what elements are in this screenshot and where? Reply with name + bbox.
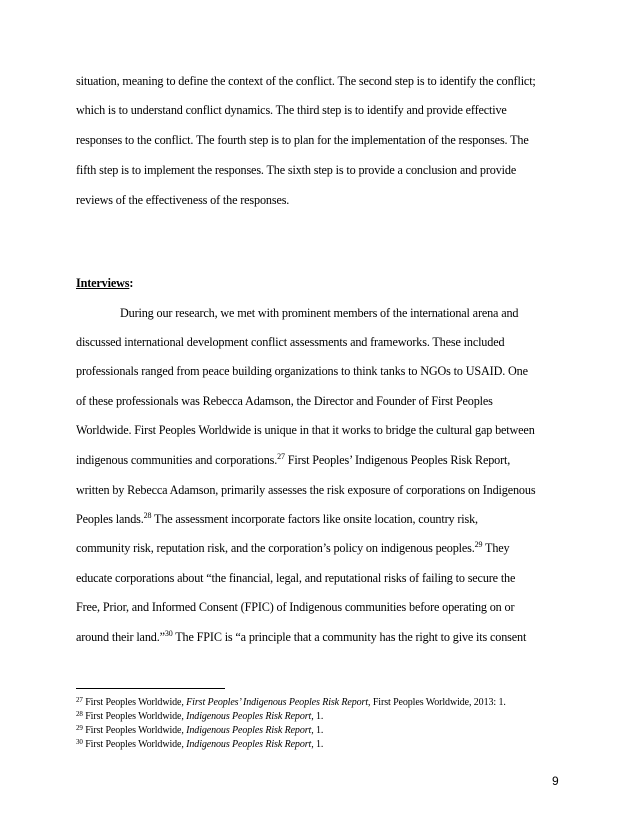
- body-line: Free, Prior, and Informed Consent (FPIC) of Indigenous communities before operating on or: [76, 600, 515, 614]
- footnote-title: Indigenous Peoples Risk Report: [186, 725, 312, 736]
- body-text: The assessment incorporate factors like onsite location, country risk,: [151, 512, 478, 526]
- footnote: [76, 739, 576, 751]
- body-text: Peoples lands.: [76, 512, 144, 526]
- footnote: [76, 711, 576, 723]
- section-heading: [76, 276, 566, 290]
- body-line: educate corporations about “the financial, legal, and reputational risks of failing to secure the: [76, 571, 516, 585]
- page-number: 9: [552, 774, 559, 788]
- footnote-text: , 1.: [311, 739, 324, 750]
- footnote-separator: [76, 688, 225, 689]
- body-text: community risk, reputation risk, and the corporation’s policy on indigenous peoples.: [76, 541, 475, 555]
- footnote: [76, 697, 576, 709]
- body-line: [76, 512, 566, 526]
- footnote-text: , 1.: [311, 725, 324, 736]
- footnote-number: 27: [76, 696, 83, 704]
- body-text: The FPIC is “a principle that a community has the right to give its consent: [172, 630, 527, 644]
- body-line: which is to understand conflict dynamics. The third step is to identify and provide effective: [76, 103, 507, 117]
- footnote-number: 30: [76, 738, 83, 746]
- footnote-text: First Peoples Worldwide,: [82, 697, 187, 708]
- body-line: situation, meaning to define the context of the conflict. The second step is to identify the conflict;: [76, 74, 536, 88]
- footnote-text: First Peoples Worldwide,: [82, 711, 187, 722]
- body-line: professionals ranged from peace building organizations to think tanks to NGOs to USAID. One: [76, 364, 528, 378]
- body-line: [76, 541, 566, 555]
- footnote-ref[interactable]: 29: [474, 540, 483, 549]
- footnote-ref[interactable]: 30: [164, 629, 173, 638]
- section-heading-text: Interviews: [76, 276, 130, 290]
- footnote-ref[interactable]: 27: [277, 452, 285, 461]
- footnote-number: 29: [76, 724, 83, 732]
- body-line: written by Rebecca Adamson, primarily assesses the risk exposure of corporations on Indigenous: [76, 483, 536, 497]
- body-line: During our research, we met with prominent members of the international arena and: [120, 306, 519, 320]
- footnote-text: , First Peoples Worldwide, 2013: 1.: [368, 697, 506, 708]
- footnote-ref[interactable]: 28: [143, 511, 152, 520]
- body-line: discussed international development conflict assessments and frameworks. These included: [76, 335, 505, 349]
- body-line: reviews of the effectiveness of the responses.: [76, 193, 290, 207]
- body-line: of these professionals was Rebecca Adamson, the Director and Founder of First Peoples: [76, 394, 493, 408]
- body-line: Worldwide. First Peoples Worldwide is unique in that it works to bridge the cultural gap between: [76, 423, 535, 437]
- footnote-number: 28: [76, 710, 83, 718]
- body-text: They: [482, 541, 510, 555]
- body-line: [76, 453, 566, 467]
- footnote-text: , 1.: [311, 711, 324, 722]
- body-line: fifth step is to implement the responses. The sixth step is to provide a conclusion and provide: [76, 163, 517, 177]
- body-text: indigenous communities and corporations.: [76, 453, 278, 467]
- body-line: responses to the conflict. The fourth step is to plan for the implementation of the responses. The: [76, 133, 529, 147]
- footnote: [76, 725, 576, 737]
- section-heading-colon: :: [129, 276, 134, 290]
- footnote-text: First Peoples Worldwide,: [82, 739, 187, 750]
- body-text: around their land.”: [76, 630, 165, 644]
- footnote-title: Indigenous Peoples Risk Report: [186, 711, 312, 722]
- footnote-text: First Peoples Worldwide,: [82, 725, 187, 736]
- footnote-title: Indigenous Peoples Risk Report: [186, 739, 312, 750]
- footnote-title: First Peoples’ Indigenous Peoples Risk Report: [186, 697, 369, 708]
- body-text: First Peoples’ Indigenous Peoples Risk Report,: [284, 453, 511, 467]
- body-line: [76, 630, 566, 644]
